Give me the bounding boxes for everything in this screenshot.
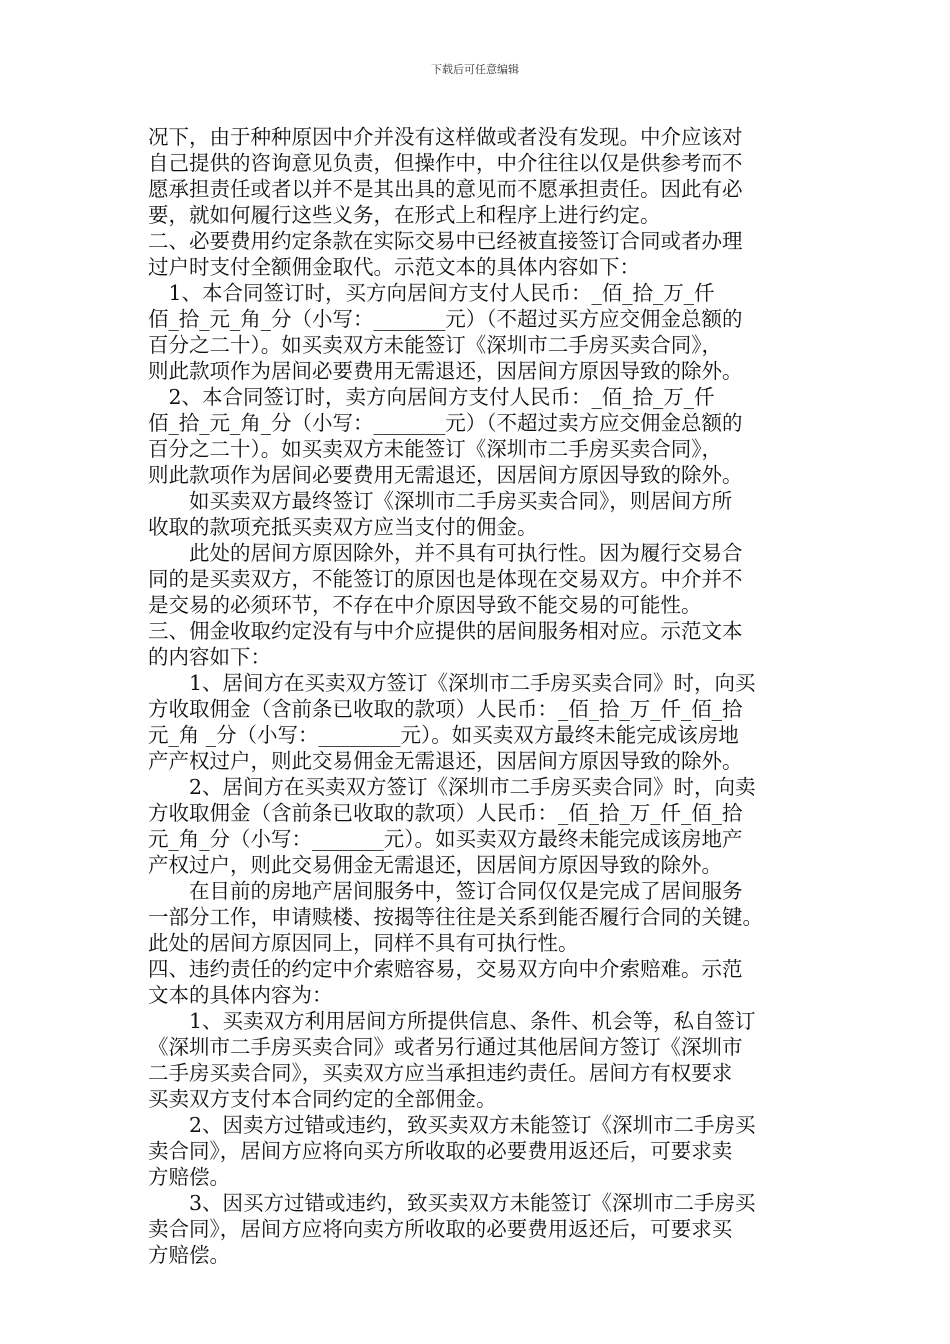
text-line: 2、因卖方过错或违约，致买卖双方未能签订《深圳市二手房买 [148,1113,756,1137]
text-line: 元_角_分（小写：_______元）。如买卖双方最终未能完成该房地产 [148,827,743,851]
text-line: 此处的居间方原因同上，同样不具有可执行性。 [148,931,579,955]
text-line: 买卖双方支付本合同约定的全部佣金。 [148,1087,497,1111]
text-line: 百分之二十）。如买卖双方未能签订《深圳市二手房买卖合同》， [148,333,722,357]
text-line: 一部分工作，申请赎楼、按揭等往往是关系到能否履行合同的关键。 [148,905,763,929]
text-line: 百分之二十）。如买卖双方未能签订《深圳市二手房买卖合同》， [148,437,722,461]
text-line: 要，就如何履行这些义务，在形式上和程序上进行约定。 [148,203,661,227]
text-line: 收取的款项充抵买卖双方应当支付的佣金。 [148,515,538,539]
text-line: 同的是买卖双方，不能签订的原因也是体现在交易双方。中介并不 [148,567,743,591]
text-line: 卖合同》，居间方应将向买方所收取的必要费用返还后，可要求卖 [148,1139,733,1163]
text-line: 佰_拾_元_角_分（小写：_______元）（不超过买方应交佣金总额的 [148,307,743,331]
text-line: 如买卖双方最终签订《深圳市二手房买卖合同》，则居间方所 [148,489,733,513]
text-line: 1、买卖双方利用居间方所提供信息、条件、机会等，私自签订 [148,1009,756,1033]
section-heading-line: 二、必要费用约定条款在实际交易中已经被直接签订合同或者办理 [148,229,743,253]
text-line: 自己提供的咨询意见负责，但操作中，中介往往以仅是供参考而不 [148,151,743,175]
text-line: 况下，由于种种原因中介并没有这样做或者没有发现。中介应该对 [148,125,743,149]
text-line: 此处的居间方原因除外，并不具有可执行性。因为履行交易合 [148,541,743,565]
text-line: 二手房买卖合同》，买卖双方应当承担违约责任。居间方有权要求 [148,1061,733,1085]
text-line: 产产权过户，则此交易佣金无需退还，因居间方原因导致的除外。 [148,749,743,773]
document-body [148,124,818,1268]
text-line: 文本的具体内容为： [148,983,333,1007]
page-header: 下载后可任意编辑 [431,63,519,76]
text-line: 则此款项作为居间必要费用无需退还，因居间方原因导致的除外。 [148,463,743,487]
text-line: 卖合同》，居间方应将向卖方所收取的必要费用返还后，可要求买 [148,1217,733,1241]
text-line: 《深圳市二手房买卖合同》或者另行通过其他居间方签订《深圳市 [148,1035,743,1059]
text-line: 方收取佣金（含前条已收取的款项）人民币：_佰_拾_万_仟_佰_拾 [148,801,743,825]
text-line: 佰_拾_元_角_分（小写：_______元）（不超过卖方应交佣金总额的 [148,411,743,435]
text-line: 是交易的必须环节，不存在中介原因导致不能交易的可能性。 [148,593,702,617]
text-line: 方赔偿。 [148,1243,230,1267]
text-line: 愿承担责任或者以并不是其出具的意见而不愿承担责任。因此有必 [148,177,743,201]
text-line: 3、因买方过错或违约，致买卖双方未能签订《深圳市二手房买 [148,1191,756,1215]
text-line: 的内容如下： [148,645,271,669]
text-line: 方赔偿。 [148,1165,230,1189]
text-line: 在目前的房地产居间服务中，签订合同仅仅是完成了居间服务 [148,879,743,903]
section-heading-line: 四、违约责任的约定中介索赔容易，交易双方向中介索赔难。示范 [148,957,743,981]
text-line: 1、居间方在买卖双方签订《深圳市二手房买卖合同》时，向买 [148,671,756,695]
section-heading-line: 三、佣金收取约定没有与中介应提供的居间服务相对应。示范文本 [148,619,743,643]
text-line: 2、本合同签订时，卖方向居间方支付人民币：_佰_拾_万_仟 [148,385,715,409]
text-line: 产权过户，则此交易佣金无需退还，因居间方原因导致的除外。 [148,853,722,877]
text-line: 则此款项作为居间必要费用无需退还，因居间方原因导致的除外。 [148,359,743,383]
text-line: 元_角 _分（小写：________元）。如买卖双方最终未能完成该房地 [148,723,739,747]
text-line: 方收取佣金（含前条已收取的款项）人民币：_佰_拾_万_仟_佰_拾 [148,697,743,721]
text-line: 过户时支付全额佣金取代。示范文本的具体内容如下： [148,255,640,279]
text-line: 2、居间方在买卖双方签订《深圳市二手房买卖合同》时，向卖 [148,775,756,799]
text-line: 1、本合同签订时，买方向居间方支付人民币：_佰_拾_万_仟 [148,281,715,305]
